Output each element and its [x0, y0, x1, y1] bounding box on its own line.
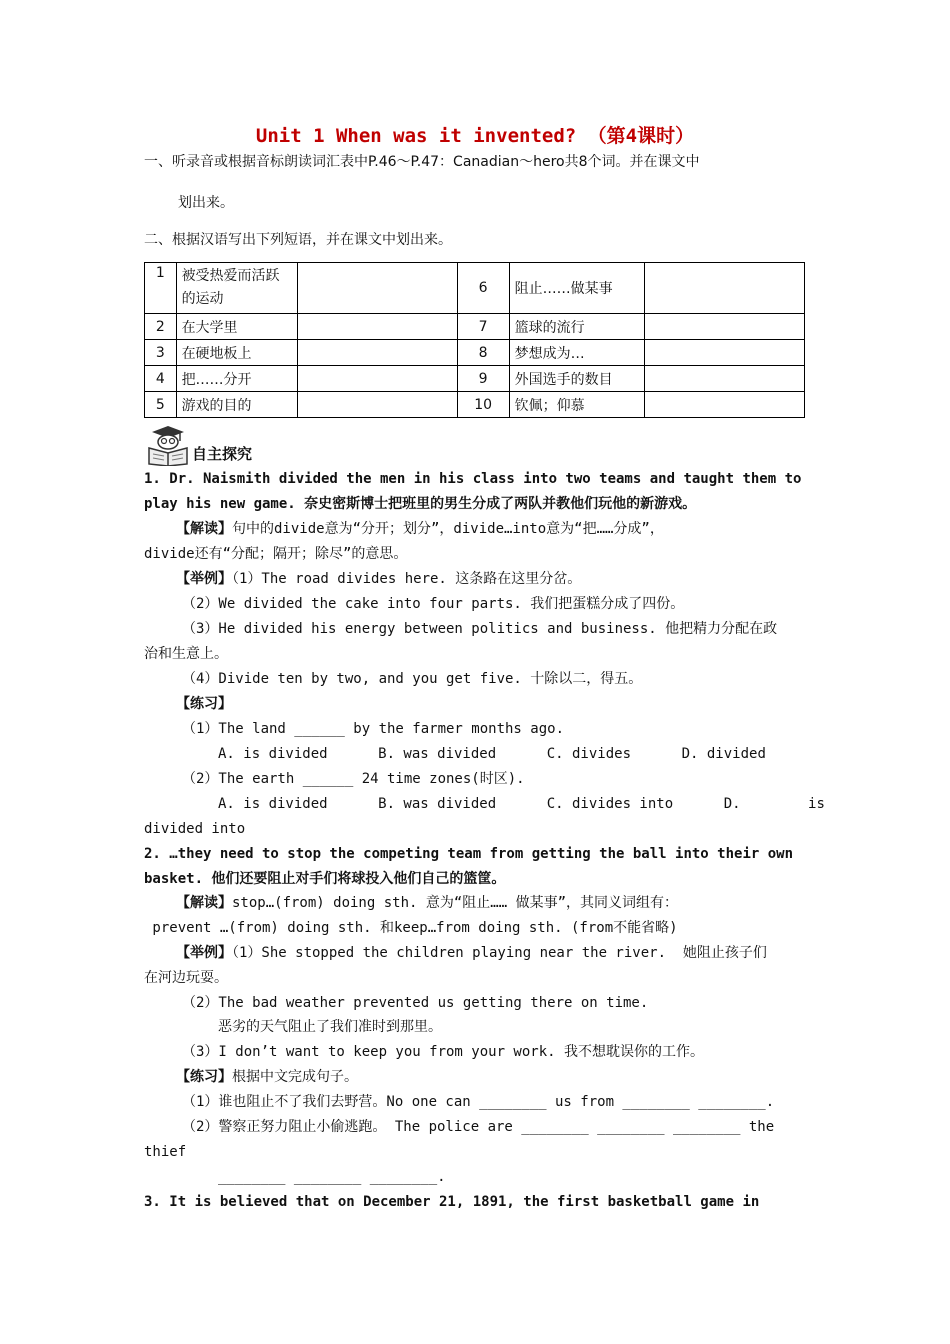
section1-line1: 一、听录音或根据音标朗读词汇表中P.46～P.47：Canadian～hero共8个词。并在课文中	[144, 154, 700, 170]
practice-label: 【练习】	[176, 696, 232, 712]
example-2-translation: 恶劣的天气阻止了我们准时到那里。	[218, 1019, 442, 1035]
row-chinese: 阻止……做某事	[509, 263, 644, 314]
example-3: （3）He divided his energy between politics and business. 他把精力分配在政	[182, 621, 778, 637]
q3-line1: 3. It is believed that on December 21, 1891, the first basketball game in	[144, 1194, 760, 1210]
example-3: （3）I don’t want to keep you from your work. 我不想耽误你的工作。	[182, 1044, 705, 1060]
row-number: 1	[145, 263, 177, 314]
row-number: 5	[145, 392, 177, 418]
row-number: 10	[457, 392, 509, 418]
row-number: 8	[457, 340, 509, 366]
q1-examples	[176, 570, 581, 588]
row-chinese: 游戏的目的	[176, 392, 297, 418]
answer-cell[interactable]	[645, 263, 805, 314]
q2-jiedu-line2: prevent …(from) doing sth. 和keep…from doing sth. (from不能省略)	[144, 920, 678, 936]
row-number: 4	[145, 366, 177, 392]
student-reading-icon	[146, 424, 190, 466]
table-row	[145, 366, 805, 392]
answer-cell[interactable]	[645, 314, 805, 340]
page-title: Unit 1 When was it invented? （第4课时）	[255, 125, 695, 147]
example-2: （2）We divided the cake into four parts. 我们把蛋糕分成了四份。	[182, 596, 685, 612]
row-chinese: 在大学里	[176, 314, 297, 340]
juli-label: 【举例】	[176, 571, 232, 587]
example-1: （1）The road divides here. 这条路在这里分岔。	[232, 571, 582, 587]
table-row	[145, 263, 805, 314]
practice-2: （2）警察正努力阻止小偷逃跑。 The police are ________ ________ ________ the	[182, 1119, 775, 1135]
q2-examples	[176, 944, 767, 962]
example-4: （4）Divide ten by two, and you get five. 十除以二，得五。	[182, 671, 643, 687]
q1-jiedu-line2: divide还有“分配；隔开；除尽”的意思。	[144, 546, 408, 562]
practice-1: （1）谁也阻止不了我们去野营。No one can ________ us from ________ ________.	[182, 1094, 775, 1110]
row-chinese: 把……分开	[176, 366, 297, 392]
row-number: 2	[145, 314, 177, 340]
jiedu-label: 【解读】	[176, 521, 232, 537]
jiedu-text: stop…(from) doing sth. 意为“阻止…… 做某事”，其同义词组有：	[232, 895, 679, 911]
q2-practice	[176, 1068, 358, 1086]
row-number: 9	[457, 366, 509, 392]
practice-label: 【练习】	[176, 1069, 232, 1085]
row-number: 6	[457, 263, 509, 314]
jiedu-label: 【解读】	[176, 895, 232, 911]
jiedu-text: 句中的divide意为“分开；划分”，divide…into意为“把……分成”，	[232, 521, 664, 537]
juli-label: 【举例】	[176, 945, 232, 961]
answer-cell[interactable]	[297, 340, 457, 366]
q1-line2: play his new game. 奈史密斯博士把班里的男生分成了两队并教他们玩他的新游戏。	[144, 496, 697, 512]
section1-line2: 划出来。	[178, 195, 234, 211]
answer-cell[interactable]	[645, 340, 805, 366]
table-row	[145, 392, 805, 418]
table-row	[145, 314, 805, 340]
answer-cell[interactable]	[297, 392, 457, 418]
practice-2: （2）The earth ______ 24 time zones(时区).	[182, 771, 525, 787]
q1-jiedu	[176, 520, 664, 538]
q2-line2: basket. 他们还要阻止对手们将球投入他们自己的篮筐。	[144, 871, 506, 887]
row-chinese: 钦佩；仰慕	[509, 392, 644, 418]
example-1-cont: 在河边玩耍。	[144, 970, 228, 986]
answer-cell[interactable]	[645, 366, 805, 392]
answer-cell[interactable]	[645, 392, 805, 418]
row-number: 3	[145, 340, 177, 366]
row-chinese: 篮球的流行	[509, 314, 644, 340]
answer-cell[interactable]	[297, 263, 457, 314]
row-chinese: 在硬地板上	[176, 340, 297, 366]
example-3-cont: 治和生意上。	[144, 646, 228, 662]
practice-1: （1）The land ______ by the farmer months ago.	[182, 721, 565, 737]
phrase-table	[144, 262, 805, 418]
answer-cell[interactable]	[297, 366, 457, 392]
q2-line1: 2. …they need to stop the competing team from getting the ball into their own	[144, 846, 794, 862]
section2-heading: 二、根据汉语写出下列短语，并在课文中划出来。	[144, 232, 452, 248]
practice-2-cont: thief	[144, 1144, 187, 1160]
practice-2-blanks: ________ ________ ________.	[218, 1169, 446, 1185]
row-chinese: 梦想成为…	[509, 340, 644, 366]
explore-heading: 自主探究	[192, 445, 253, 463]
practice-2-options: A. is divided B. was divided C. divides into D. is	[218, 796, 825, 812]
row-chinese: 被受热爱而活跃的运动	[176, 263, 297, 314]
example-1: （1）She stopped the children playing near the river. 她阻止孩子们	[232, 945, 767, 961]
example-2: （2）The bad weather prevented us getting there on time.	[182, 995, 649, 1011]
table-row	[145, 340, 805, 366]
row-chinese: 外国选手的数目	[509, 366, 644, 392]
practice-2-options-cont: divided into	[144, 821, 246, 837]
answer-cell[interactable]	[297, 314, 457, 340]
row-number: 7	[457, 314, 509, 340]
q2-jiedu	[176, 894, 678, 912]
practice-1-options: A. is divided B. was divided C. divides D. divided	[218, 746, 766, 762]
practice-instruction: 根据中文完成句子。	[232, 1069, 358, 1085]
q1-line1: 1. Dr. Naismith divided the men in his class into two teams and taught them to	[144, 471, 802, 487]
